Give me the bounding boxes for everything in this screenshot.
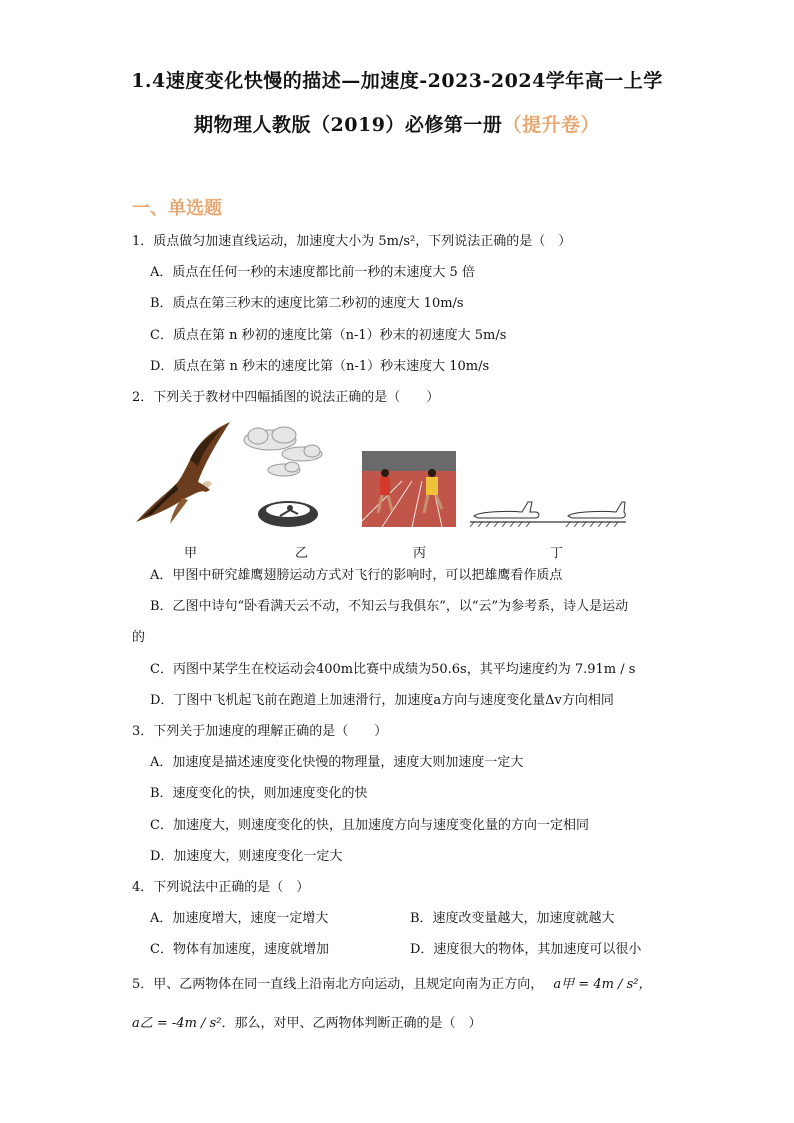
caption-yi: 乙 [295, 546, 309, 561]
caption-jia: 甲 [184, 546, 198, 561]
q5-formula-jia: a甲 = 4m / s²， [553, 977, 652, 992]
title-main: 期物理人教版（2019）必修第一册 [194, 114, 503, 136]
q5-stem-2 [132, 1016, 481, 1032]
q4-option-b: B．速度改变量越大，加速度就越大 [410, 911, 615, 926]
runners-image [362, 451, 456, 527]
q1-option-a: A．质点在任何一秒的末速度都比前一秒的末速度大 5 倍 [150, 265, 475, 280]
q2-option-a: A．甲图中研究雄鹰翅膀运动方式对飞行的影响时，可以把雄鹰看作质点 [150, 568, 563, 583]
q3-option-c: C．加速度大，则速度变化的快，且加速度方向与速度变化量的方向一定相同 [150, 818, 589, 833]
caption-bing: 丙 [413, 546, 427, 561]
q1-stem: 1．质点做匀加速直线运动，加速度大小为 5m/s²，下列说法正确的是（ ） [132, 234, 572, 249]
q4-option-c: C．物体有加速度，速度就增加 [150, 942, 329, 957]
q4-option-d: D．速度很大的物体，其加速度可以很小 [410, 942, 642, 957]
q1-option-d: D．质点在第 n 秒末的速度比第（n-1）秒末速度大 10m/s [150, 359, 490, 374]
caption-ding: 丁 [550, 546, 564, 561]
q2-option-b-cont: 的 [132, 630, 146, 645]
q4-option-a: A．加速度增大，速度一定增大 [150, 911, 329, 926]
q2-option-c: C．丙图中某学生在校运动会400m比赛中成绩为50.6s，其平均速度约为 7.91m / s [150, 662, 636, 677]
q2-option-d: D．丁图中飞机起飞前在跑道上加速滑行，加速度a方向与速度变化量Δv方向相同 [150, 693, 614, 708]
q2-stem: 2．下列关于教材中四幅插图的说法正确的是（ ） [132, 390, 440, 405]
q3-option-b: B．速度变化的快，则加速度变化的快 [150, 786, 368, 801]
q5-stem [132, 977, 651, 993]
title-line-2 [0, 110, 794, 137]
q5-formula-yi: a乙 = -4m / s² [132, 1016, 222, 1031]
q1-option-b: B．质点在第三秒末的速度比第二秒初的速度大 10m/s [150, 296, 464, 311]
q1-option-c: C．质点在第 n 秒初的速度比第（n-1）秒末的初速度大 5m/s [150, 328, 507, 343]
q3-option-a: A．加速度是描述速度变化快慢的物理量，速度大则加速度一定大 [150, 755, 524, 770]
title-accent: （提升卷） [502, 114, 600, 136]
eagle-image [132, 420, 232, 530]
section-heading: 一、单选题 [132, 198, 222, 219]
q4-stem: 4．下列说法中正确的是（ ） [132, 880, 310, 895]
q5-tail: ．那么，对甲、乙两物体判断正确的是（ ） [221, 1016, 482, 1031]
clouds-boat-image [240, 424, 336, 532]
title-line-1: 1.4速度变化快慢的描述—加速度-2023-2024学年高一上学 [131, 70, 663, 92]
q3-stem: 3．下列关于加速度的理解正确的是（ ） [132, 724, 388, 739]
q2-option-b: B．乙图中诗句“卧看满天云不动，不知云与我俱东”，以“云”为参考系，诗人是运动 [150, 599, 629, 614]
q3-option-d: D．加速度大，则速度变化一定大 [150, 849, 343, 864]
q5-stem-text: 5．甲、乙两物体在同一直线上沿南北方向运动，且规定向南为正方向， [132, 977, 544, 992]
airplanes-image [470, 494, 626, 530]
